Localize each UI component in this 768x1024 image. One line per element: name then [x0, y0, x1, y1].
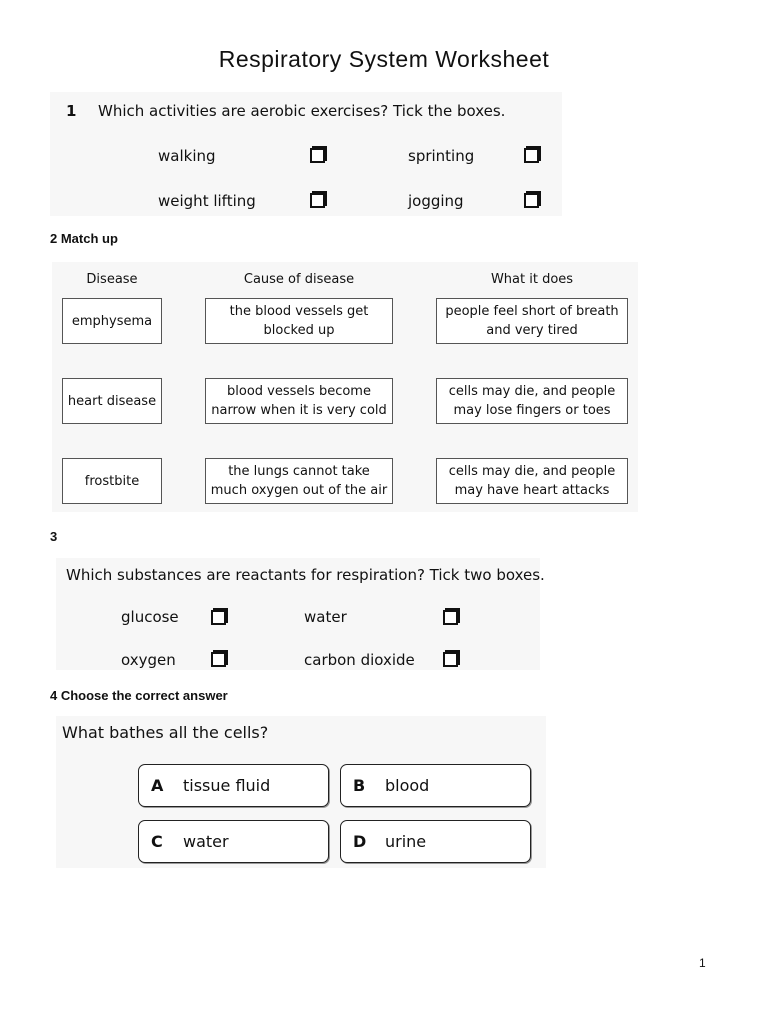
q1-option-walking: walking — [158, 147, 216, 165]
answer-letter: A — [151, 776, 164, 795]
answer-text: water — [183, 832, 229, 851]
q2-disease-box[interactable]: frostbite — [62, 458, 162, 504]
q3-prompt: Which substances are reactants for respiration? Tick two boxes. — [66, 566, 545, 584]
q1-checkbox-jogging[interactable] — [524, 193, 539, 208]
q3-checkbox-water[interactable] — [443, 610, 458, 625]
q1-number: 1 — [66, 102, 77, 120]
q2-header-cause: Cause of disease — [243, 272, 355, 287]
q2-disease-box[interactable]: emphysema — [62, 298, 162, 344]
q3-checkbox-carbon-dioxide[interactable] — [443, 652, 458, 667]
q4-answer-d[interactable] — [340, 820, 531, 863]
q2-label: 2 Match up — [50, 231, 118, 246]
q4-label: 4 Choose the correct answer — [50, 688, 228, 703]
answer-text: blood — [385, 776, 430, 795]
q1-option-weight-lifting: weight lifting — [158, 192, 256, 210]
worksheet-title: Respiratory System Worksheet — [218, 46, 550, 72]
q1-checkbox-walking[interactable] — [310, 148, 325, 163]
answer-text: tissue fluid — [183, 776, 271, 795]
q2-header-disease: Disease — [86, 272, 138, 287]
q2-effect-box[interactable]: people feel short of breath and very tired — [436, 298, 628, 344]
q1-checkbox-sprinting[interactable] — [524, 148, 539, 163]
q4-answer-c[interactable] — [138, 820, 329, 863]
answer-letter: D — [353, 832, 367, 851]
q2-disease-box[interactable]: heart disease — [62, 378, 162, 424]
q4-answer-b[interactable] — [340, 764, 531, 807]
page-number: 1 — [699, 956, 706, 970]
q3-option-oxygen: oxygen — [121, 651, 176, 669]
q2-effect-box[interactable]: cells may die, and people may have heart attacks — [436, 458, 628, 504]
q3-option-glucose: glucose — [121, 608, 179, 626]
answer-letter: C — [151, 832, 163, 851]
q2-cause-box[interactable]: the lungs cannot take much oxygen out of the air — [205, 458, 393, 504]
q3-checkbox-oxygen[interactable] — [211, 652, 226, 667]
answer-text: urine — [385, 832, 427, 851]
q1-checkbox-weight-lifting[interactable] — [310, 193, 325, 208]
q1-option-sprinting: sprinting — [408, 147, 475, 165]
q2-cause-box[interactable]: the blood vessels get blocked up — [205, 298, 393, 344]
q2-cause-box[interactable]: blood vessels become narrow when it is very cold — [205, 378, 393, 424]
q3-checkbox-glucose[interactable] — [211, 610, 226, 625]
q4-prompt: What bathes all the cells? — [62, 723, 269, 742]
q2-header-effect: What it does — [490, 272, 574, 287]
q4-answer-a[interactable] — [138, 764, 329, 807]
q2-effect-box[interactable]: cells may die, and people may lose fingers or toes — [436, 378, 628, 424]
q3-option-carbon-dioxide: carbon dioxide — [304, 651, 415, 669]
q3-label: 3 — [50, 529, 58, 544]
q3-option-water: water — [304, 608, 347, 626]
answer-letter: B — [353, 776, 366, 795]
q1-option-jogging: jogging — [408, 192, 464, 210]
q1-prompt: Which activities are aerobic exercises? Tick the boxes. — [98, 102, 506, 120]
